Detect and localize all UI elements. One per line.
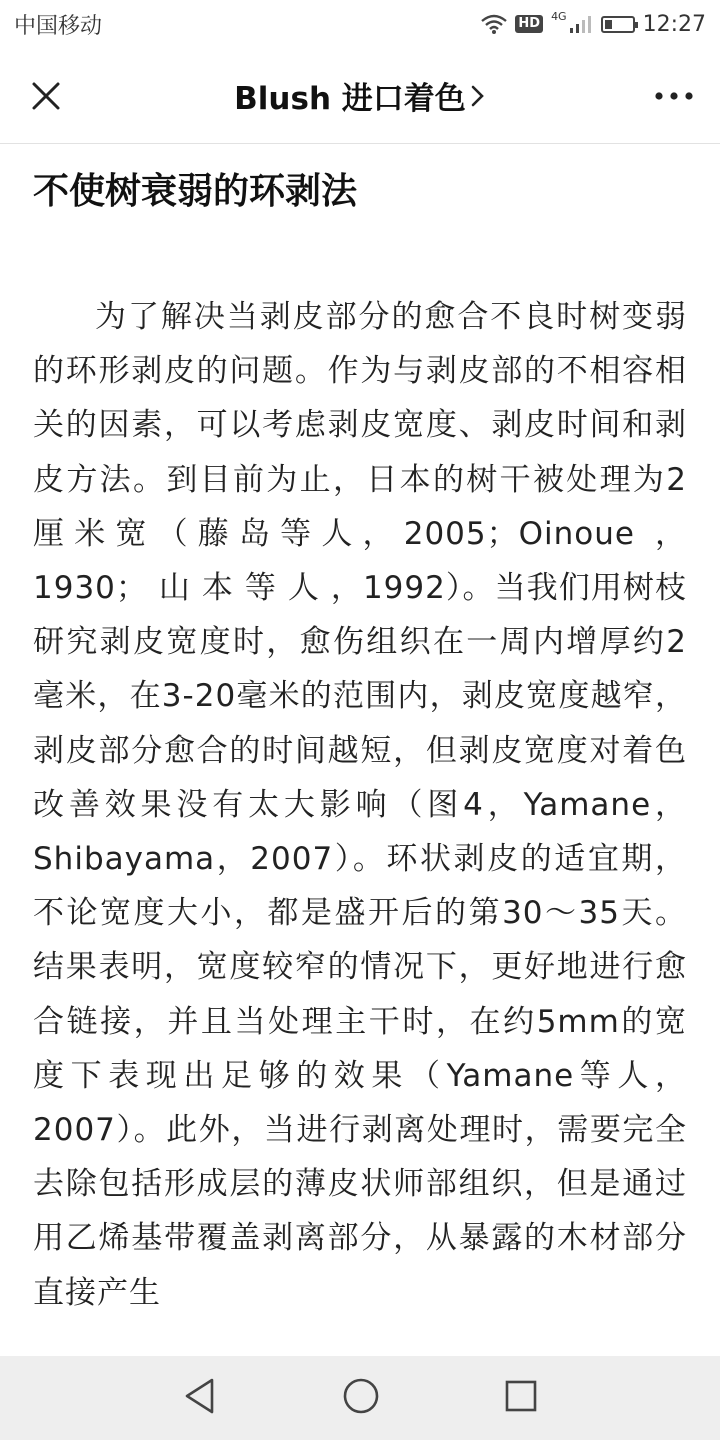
battery-level-fill xyxy=(605,20,613,29)
back-button[interactable] xyxy=(182,1377,218,1419)
battery-icon xyxy=(601,16,635,33)
recents-square-icon xyxy=(504,1379,538,1413)
status-bar xyxy=(0,0,720,48)
clock-time: 12:27 xyxy=(642,11,706,37)
back-triangle-icon xyxy=(182,1377,218,1415)
account-title-link[interactable] xyxy=(234,73,486,118)
article-content[interactable] xyxy=(0,144,720,1356)
top-nav-bar xyxy=(0,48,720,144)
article-body: 为了解决当剥皮部分的愈合不良时树变弱的环形剥皮的问题。作为与剥皮部的不相容相关的因素，可以考虑剥皮宽度、剥皮时间和剥皮方法。到目前为止，日本的树干被处理为2厘米宽（藤岛等人，2005；Oinoue ， 1930； 山 本 等 人 ，1992）。当我们用树枝研究剥皮宽度时，愈伤组织在一周内增厚约2毫米，在3-20毫米的范围内，剥皮宽度越窄，剥皮部分愈合的时间越短，但剥皮宽度对着色改善效果没有太大影响（图4，Yamane，Shibayama，2007）。环状剥皮的适宜期，不论宽度大小，都是盛开后的第30～35天。结果表明，宽度较窄的情况下，更好地进行愈合链接，并且当处理主干时，在约5mm的宽度下表现出足够的效果（Yamane等人，2007）。此外，当进行剥离处理时，需要完全去除包括形成层的薄皮状师部组织，但是通过用乙烯基带覆盖剥离部分，从暴露的木材部分直接产生 xyxy=(33,299,687,1311)
close-button[interactable] xyxy=(22,72,70,120)
more-options-button[interactable] xyxy=(650,72,698,120)
recents-button[interactable] xyxy=(504,1379,538,1417)
home-button[interactable] xyxy=(342,1377,380,1419)
status-icons xyxy=(481,9,706,37)
article-title: 不使树衰弱的环剥法 xyxy=(33,171,358,212)
wifi-icon xyxy=(481,14,507,34)
more-icon xyxy=(654,91,694,101)
network-type-label: 4G xyxy=(551,9,567,23)
system-navigation-bar xyxy=(0,1356,720,1440)
home-circle-icon xyxy=(342,1377,380,1415)
close-icon xyxy=(31,81,61,111)
signal-icon xyxy=(569,14,593,34)
nav-title-text: Blush 进口着色 xyxy=(234,81,466,117)
hd-badge: HD xyxy=(515,15,543,33)
chevron-right-icon xyxy=(470,83,486,109)
carrier-label: 中国移动 xyxy=(14,13,103,39)
